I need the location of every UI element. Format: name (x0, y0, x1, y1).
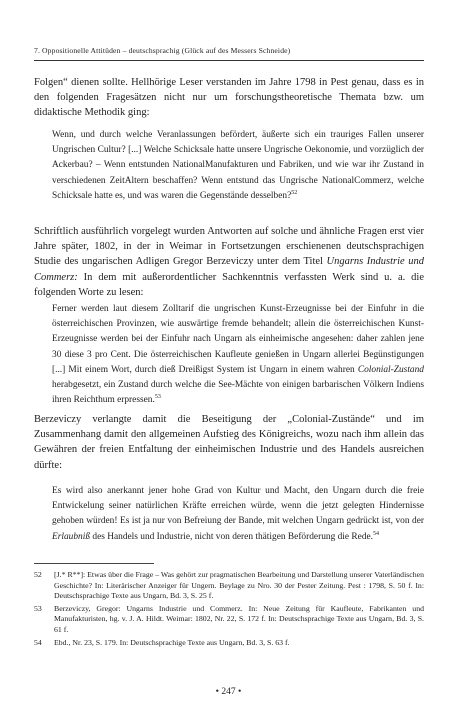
paragraph-1-text: Folgen“ dienen sollte. Hellhörige Leser verstanden im Jahre 1798 in Pest genau, dass es in den folgenden Fragesätzen nicht nur um forschungstheoretische Themata bzw. um didaktische Methodik ging: (34, 77, 424, 119)
page-number: • 247 • (215, 687, 242, 697)
footnote-number: 53 (34, 603, 42, 613)
book-title: Ungarns Industrie und Commerz: (34, 256, 425, 283)
footnote-text: [J.* R**]: Etwas über die Frage – Was gehört zur pragmatischen Bearbeitung und Darstellung unserer Vaterländischen Geschichte? In: Literärischer Anzeiger für Ungern. Beylage zu Nro. 30 der Pester Zeitung. Pest : 1798, S. 50 f. In: Deutschsprachige Texte aus Ungarn, Bd. 3, S. 25 f. (54, 570, 424, 601)
block-quote-2-text-b: herabgesetzt, ein Zustand durch welche die See-Mächte von einigen barbarischen Völkern Indiens ihren Reichthum erpressen. (52, 380, 424, 406)
paragraph-3-text: Berzeviczy verlangte damit die Beseitigung der „Colonial-Zustände“ und im Zusammenhang damit den allgemeinen Aufstieg des Königreichs, wozu nach ihm allein das Gewähren der freien Entfaltung der einheimischen Industrie und des Handels ausreichen dürfte: (34, 414, 424, 471)
footnote-text: Berzeviczy, Gregor: Ungarns Industrie und Commerz. In: Neue Zeitung für Kaufleute, Fabrikanten und Manufakturisten, hg. v. J. A. Hildt. Weimar: 1802, Nr. 22, S. 172 f. In: Deutschsprachige Texte aus Ungarn, Bd. 3, S. 61 f. (54, 603, 424, 634)
block-quote-3-text-b: des Handels und Industrie, nicht von deren thätigen Beförderung die Rede. (90, 531, 374, 542)
footnote-ref-52: 52 (291, 189, 298, 196)
running-head: 7. Oppositionelle Attitüden – deutschsprachig (Glück auf des Messers Schneide) (34, 46, 291, 55)
footnote-number: 52 (34, 570, 42, 579)
footnotes (34, 570, 424, 650)
block-quote-3 (34, 484, 424, 545)
block-quote-1-text: Wenn, und durch welche Veranlassungen befördert, äußerte sich ein trauriges Fallen unserer Ungrischen Cultur? [...] Welche Schicksale hatte unsere Ungrische Oekonomie, und vorzüglich der Ackerbau? – Wenn entstunden NationalManufakturen und Fabriken, und wie war ihr Zustand in verschiedenen ZeitAltern beschaffen? Wenn entstund das Ungrische NationalCommerz, welche Schicksale hatte es, und was waren die Gegenstände desselben? (52, 130, 424, 201)
paragraph-1 (34, 75, 424, 121)
footnote-ref-53: 53 (154, 394, 161, 401)
footnote-53 (34, 604, 424, 636)
paragraph-2 (34, 224, 424, 300)
footnote-54 (34, 638, 424, 649)
header-rule (34, 60, 424, 61)
block-quote-2-italic: Colonial-Zustand (357, 364, 424, 375)
footnote-number: 54 (34, 637, 42, 647)
block-quote-2-text-a: Ferner werden laut diesem Zolltarif die ungrischen Kunst-Erzeugnisse bei der Einfuhr in die österreichischen Provinzen, wie auswärtige fremde behandelt; allein die österreichischen Kunst-Erzeugnisse werden bei der Einfuhr nach Ungarn als einheimische angesehen: daher zahlen jene 30 diese 3 pro Cent. Die österreichischen Kaufleute genießen in Ungarn allerlei Begünstigungen [...] Mit einem Wort, durch dieß Dreißigst System ist Ungarn in einem wahren (52, 304, 424, 375)
block-quote-1 (34, 128, 424, 204)
paragraph-2-text-b: In dem mit außerordentlicher Sachkenntnis verfassten Werk sind u. a. die folgenden Worte zu lesen: (34, 271, 424, 298)
footnote-text: Ebd., Nr. 23, S. 179. In: Deutschsprachige Texte aus Ungarn, Bd. 3, S. 63 f. (54, 637, 290, 647)
block-quote-3-text-a: Es wird also anerkannt jener hohe Grad von Kultur und Macht, den Ungarn durch die freie Entwickelung seiner natürlichen Kräfte erreichen würde, wenn die jetzt gelegten Hindernisse gehoben würden! Es ist ja nur von Befreiung der Bande, mit welchen Ungarn gedrückt ist, von der (52, 486, 424, 527)
block-quote-3-italic: Erlaubniß (52, 531, 91, 542)
paragraph-2-text-a: Schriftlich ausführlich vorgelegt wurden Antworten auf solche und ähnliche Fragen erst vier Jahre später, 1802, in der in Weimar in Fortsetzungen erschienenen deutschsprachigen Studie des ungarischen Adligen Gregor Berzeviczy unter dem Titel (34, 226, 424, 268)
paragraph-3 (34, 412, 424, 473)
block-quote-2 (34, 302, 424, 408)
footnote-rule (34, 563, 154, 564)
footnote-ref-54: 54 (373, 530, 380, 537)
footnote-52 (34, 570, 424, 602)
